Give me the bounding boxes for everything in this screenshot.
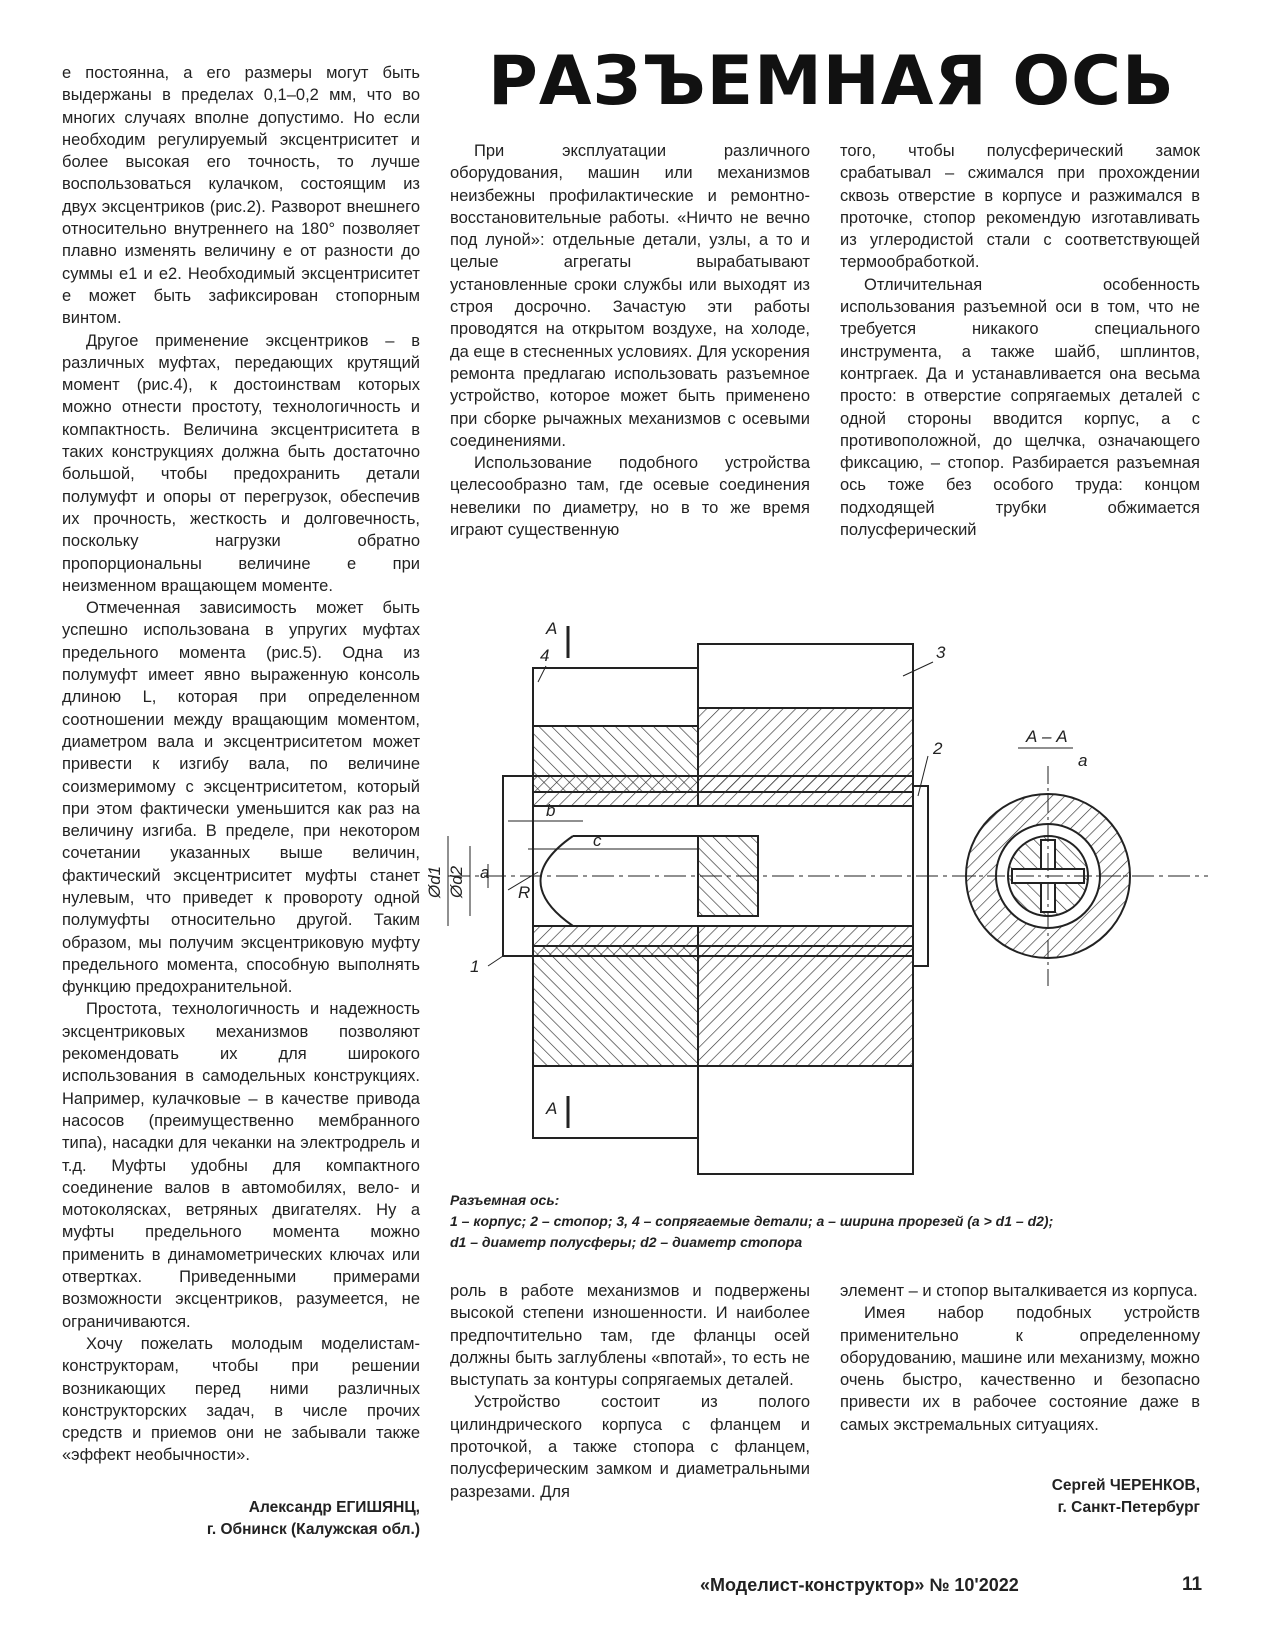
part-label-2: 2 (933, 739, 943, 758)
paragraph: элемент – и стопор выталкивается из корпуса. (840, 1282, 1198, 1300)
right-column-bottom (840, 1280, 1200, 1436)
dimension-b: b (546, 801, 556, 820)
paragraph: е постоянна, а его размеры могут быть выдержаны в пределах 0,1–0,2 мм, что во многих случаях вполне допустимо. Но если необходим регулируемый эксцентриситет и более высокая его точность, то лучше воспользоваться кулачком, состоящим из двух эксцентриков (рис.2). Разворот внешнего относительно внутреннего на 180° позволяет плавно изменять величину е от разности до суммы е1 и е2. Необходимый эксцентриситет е может быть зафиксирован стопорным винтом. (62, 64, 420, 328)
dimension-a: a (480, 863, 490, 882)
paragraph: При эксплуатации различного оборудования, машин или механизмов неизбежны профилактические и ремонтно-восстановительные работы. «Ничто не вечно под луной»: отдельные детали, узлы, а то и целые агрегаты вырабатывают установленные сроки службы или выходят из строя досрочно. Зачастую эти работы проводятся на открытом воздухе, на холоде, да еще в стесненных условиях. Для ускорения ремонта предлагаю использовать разъемное устройство, которое может быть применено при сборке рычажных механизмов с осевыми соединениями. (450, 142, 810, 450)
caption-line: d1 – диаметр полусферы; d2 – диаметр стопора (450, 1234, 803, 1250)
caption-line: 1 – корпус; 2 – стопор; 3, 4 – сопрягаемые детали; а – ширина прорезей (а > d1 – d2); (450, 1213, 1054, 1229)
dimension-r: R (518, 883, 531, 902)
section-label-bottom: А (546, 1099, 558, 1118)
author-city: г. Санкт-Петербург (1057, 1499, 1200, 1516)
dimension-a-view: a (1078, 751, 1088, 770)
right-column-top (840, 140, 1200, 541)
dimension-d1: Ød1 (425, 865, 444, 898)
paragraph: Имея набор подобных устройств применительно к определенному оборудованию, машине или механизму, можно очень быстро, качественно и безопасно привести их в рабочее состояние даже в самых экстремальных ситуациях. (840, 1304, 1200, 1434)
paragraph: Простота, технологичность и надежность эксцентриковых механизмов позволяют рекомендовать их для широкого использования в самодельных конструкциях. Например, кулачковые – в качестве привода насосов (преимущественно мембранного типа), насадки для чеканки на электродрель и т.д. Муфты удобны для компактного соединение валов в автомобилях, вело- и мотоколясках, ветряных двигателях. Ну а муфты предельного момента можно применить в динамометрических ключах или отвертках. Приведенными примерами возможности эксцентриков, разумеется, не ограничиваются. (62, 1000, 420, 1331)
paragraph: того, чтобы полусферический замок срабатывал – сжимался при прохождении сквозь отверстие в корпусе и разжимался в проточке, стопор рекомендую изготавливать из углеродистой стали с соответствующей термообработкой. (840, 142, 1200, 272)
left-article-column (62, 62, 420, 1467)
paragraph: Использование подобного устройства целесообразно там, где осевые соединения невелики по диаметру, но в то же время играют существенную (450, 454, 810, 540)
middle-column-top (450, 140, 810, 541)
author-city: г. Обнинск (Калужская обл.) (206, 1521, 420, 1538)
page-number: 11 (1182, 1574, 1203, 1595)
dimension-d2: Ød2 (447, 865, 466, 898)
left-signature (62, 1497, 420, 1541)
author-name: Александр ЕГИШЯНЦ, (248, 1499, 420, 1516)
paragraph: Отличительная особенность использования разъемной оси в том, что не требуется никакого специального инструмента, а также шайб, шплинтов, контргаек. Да и устанавливается она весьма просто: в отверстие сопрягаемых деталей с одной стороны вводится корпус, а с противоположной, до щелчка, означающего фиксацию, – стопор. Разбирается разъемная ось тоже без особого труда: концом подходящей трубки обжимается полусферический (840, 275, 1200, 540)
paragraph: Отмеченная зависимость может быть успешно использована в упругих муфтах предельного момента (рис.5). Одна из полумуфт имеет явно выраженную консоль длиною L, которая при определенном соотношении между вращающим моментом, диаметром вала и эксцентриситетом может привести к изгибу вала, по величине соизмеримому с эксцентриситетом, который при этом фактически уменьшится как раз на величину изгиба. В пределе, при некотором сочетании указанных выше величин, фактический эксцентриситет муфты станет нулевым, что приведет к провороту одной полумуфты относительно другой. Таким образом, мы получим эксцентриковую муфту предельного момента, способную выполнять функцию предохранительной. (62, 599, 420, 997)
paragraph: Другое применение эксцентриков – в различных муфтах, передающих крутящий момент (рис.4), к достоинствам которых можно отнести простоту, технологичность и компактность. Величина эксцентриситета в таких конструкциях должна быть достаточно большой, чтобы предохранить детали полумуфт и опоры от перегрузок, обеспечив их прочность, жесткость и долговечность, поскольку нагрузки обратно пропорциональны величине е при неизменном вращающем моменте. (62, 331, 420, 595)
figure-caption (450, 1190, 1210, 1253)
paragraph: Хочу пожелать молодым моделистам-конструкторам, чтобы при решении возникающих перед ними различных конструкторских задач, в числе прочих средств и приемов они не забывали также «эффект необычности». (62, 1334, 420, 1465)
magazine-footer: «Моделист-конструктор» № 10'2022 (700, 1575, 1019, 1595)
paragraph: роль в работе механизмов и подвержены высокой степени изношенности. И наиболее предпочтительно там, где фланцы осей должны быть заглублены «впотай», то есть не выступать за контуры сопрягаемых деталей. (450, 1282, 810, 1390)
dimension-c: c (593, 831, 602, 850)
part-label-1: 1 (470, 957, 480, 976)
article-title: РАЗЪЕМНАЯ ОСЬ (488, 42, 1175, 121)
paragraph: Устройство состоит из полого цилиндрического корпуса с фланцем и проточкой, а также стопора с фланцем, полусферическим замком и диаметральными разрезами. Для (450, 1393, 810, 1501)
part-label-4: 4 (540, 646, 550, 665)
section-view-label: А – А (1026, 727, 1068, 746)
section-label-top: А (546, 619, 558, 638)
technical-drawing (425, 619, 1218, 1181)
caption-title: Разъемная ось: (450, 1192, 560, 1208)
author-name: Сергей ЧЕРЕНКОВ, (1051, 1477, 1200, 1494)
middle-column-bottom (450, 1280, 810, 1503)
right-signature (840, 1475, 1200, 1519)
part-label-3: 3 (936, 643, 946, 662)
